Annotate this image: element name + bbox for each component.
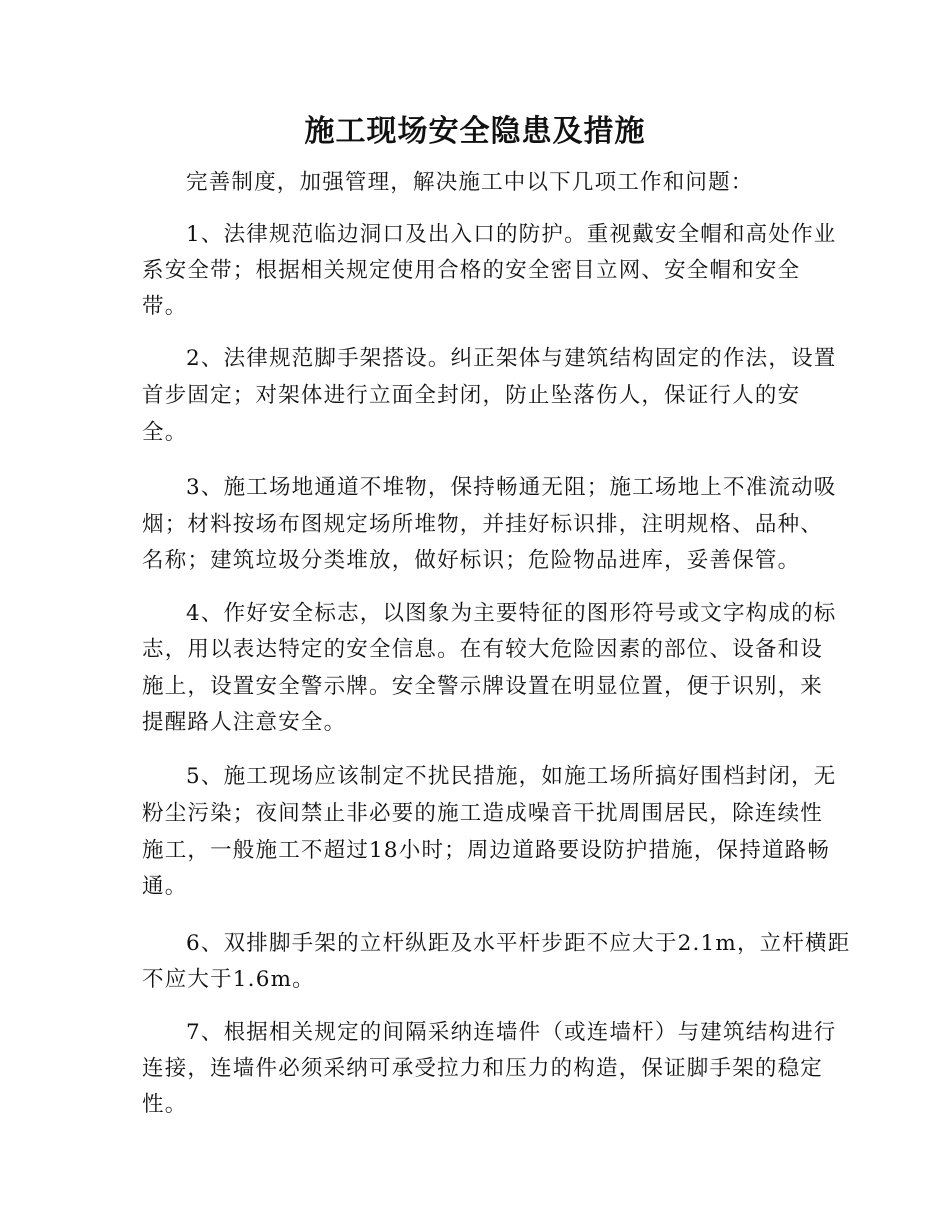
item-5-line-1: 5、施工现场应该制定不扰民措施，如施工场所搞好围档封闭，无 (186, 764, 837, 789)
item-1-line-1: 1、法律规范临边洞口及出入口的防护。重视戴安全帽和高处作业 (186, 222, 837, 247)
document-title: 施工现场安全隐患及措施 (304, 114, 646, 149)
item-2-line-1: 2、法律规范脚手架搭设。纠正架体与建筑结构固定的作法，设置 (186, 346, 837, 371)
item-6-line-2: 不应大于1.6m。 (142, 967, 315, 992)
item-5-line-3: 施工，一般施工不超过18小时；周边道路要设防护措施，保持道路畅 (142, 838, 831, 863)
item-7-line-2: 连接，连墙件必须采纳可承受拉力和压力的构造，保证脚手架的稳定 (142, 1056, 824, 1081)
intro-paragraph: 完善制度，加强管理，解决施工中以下几项工作和问题： (186, 170, 754, 195)
item-3-line-2: 烟；材料按场布图规定场所堆物，并挂好标识排，注明规格、品种、 (142, 512, 824, 537)
item-1-line-2: 系安全带；根据相关规定使用合格的安全密目立网、安全帽和安全 (142, 258, 801, 283)
item-1-line-3: 带。 (142, 294, 188, 319)
item-4-line-2: 志，用以表达特定的安全信息。在有较大危险因素的部位、设备和设 (142, 637, 824, 662)
item-5-line-4: 通。 (142, 874, 188, 899)
item-4-line-1: 4、作好安全标志，以图象为主要特征的图形符号或文字构成的标 (186, 601, 837, 626)
item-6-line-1: 6、双排脚手架的立杆纵距及水平杆步距不应大于2.1m，立杆横距 (186, 931, 851, 956)
item-4-line-4: 提醒路人注意安全。 (142, 710, 347, 735)
item-4-line-3: 施上，设置安全警示牌。安全警示牌设置在明显位置，便于识别，来 (142, 674, 824, 699)
item-7-line-3: 性。 (142, 1092, 188, 1117)
item-5-line-2: 粉尘污染；夜间禁止非必要的施工造成噪音干扰周围居民，除连续性 (142, 801, 824, 826)
item-2-line-3: 全。 (142, 420, 188, 445)
item-7-line-1: 7、根据相关规定的间隔采纳连墙件（或连墙杆）与建筑结构进行 (186, 1020, 837, 1045)
item-3-line-1: 3、施工场地通道不堆物，保持畅通无阻；施工场地上不准流动吸 (186, 475, 837, 500)
item-2-line-2: 首步固定；对架体进行立面全封闭，防止坠落伤人，保证行人的安 (142, 383, 801, 408)
item-3-line-3: 名称；建筑垃圾分类堆放，做好标识；危险物品进库，妥善保管。 (142, 548, 801, 573)
